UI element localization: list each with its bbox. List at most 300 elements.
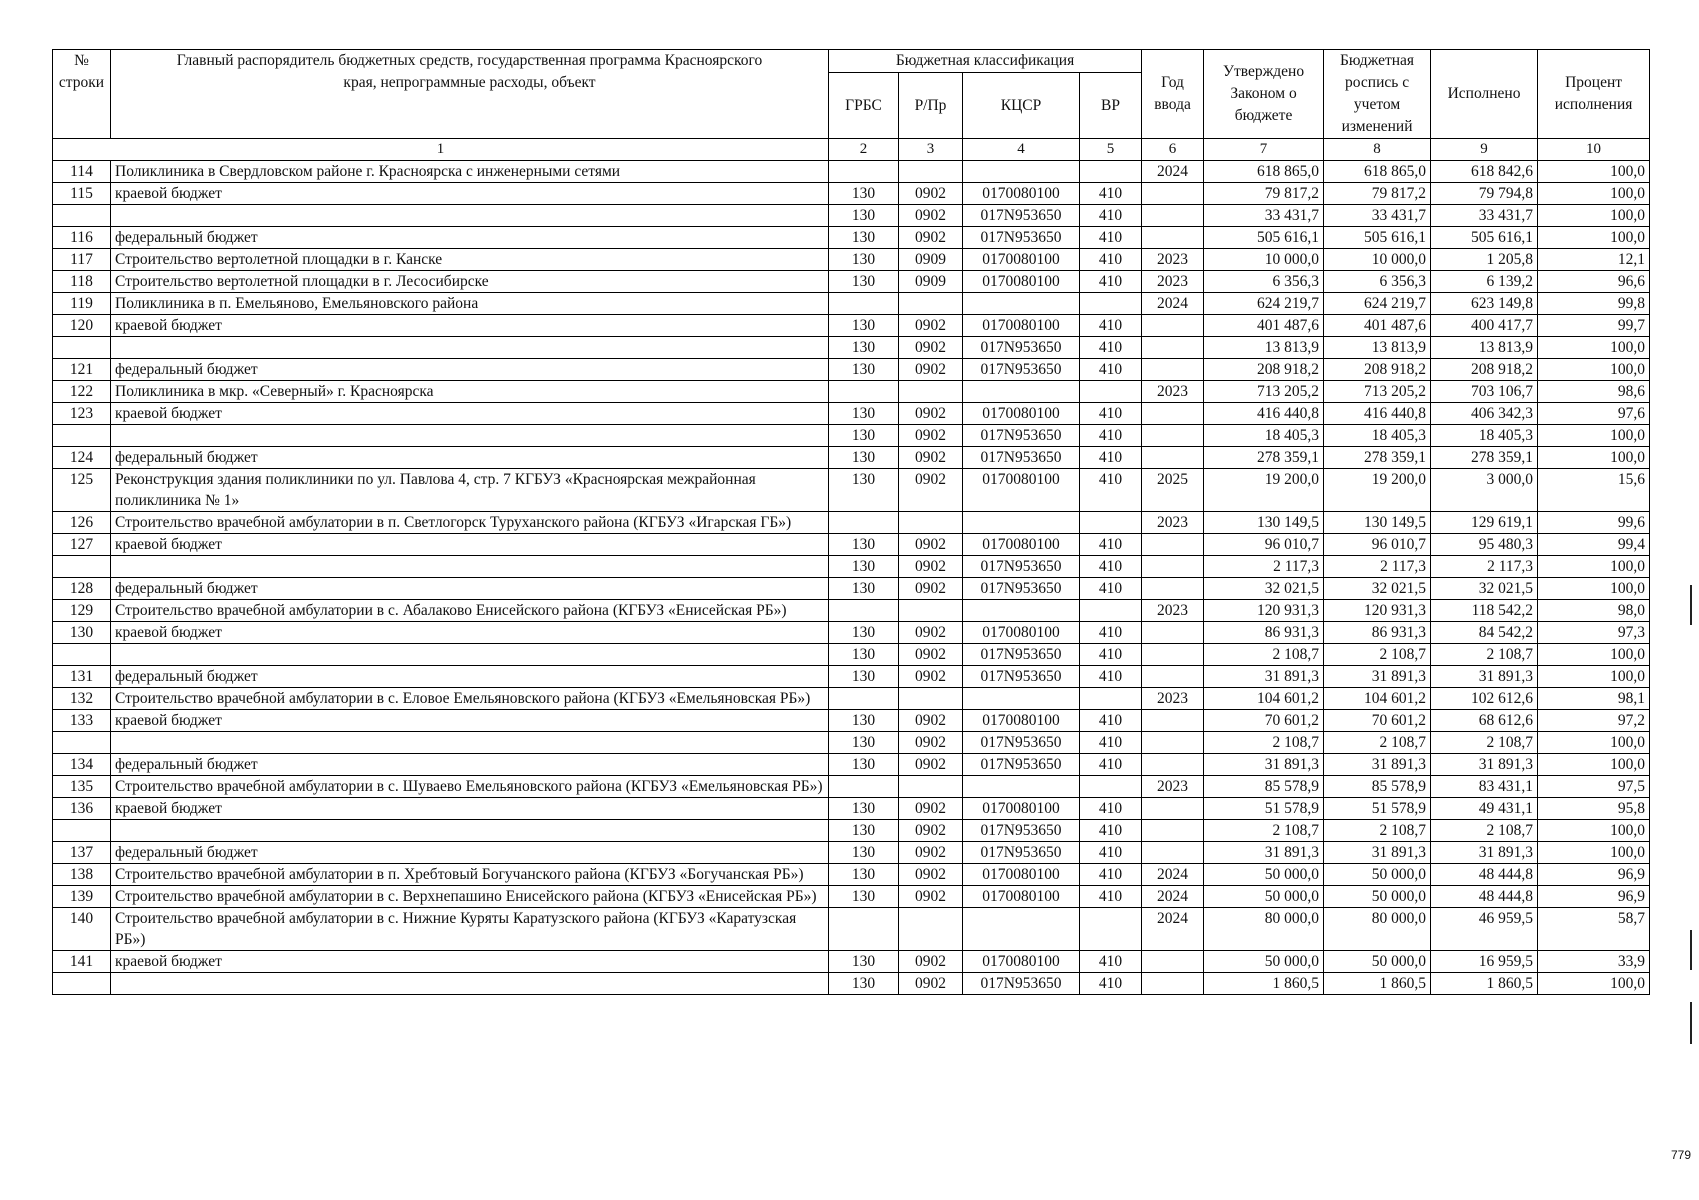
executed-amount: 31 891,3 [1431,666,1538,688]
kcsr-code: 017N953650 [963,337,1080,359]
header-year: Год ввода [1142,50,1204,139]
row-description: краевой бюджет [111,710,829,732]
row-description: Строительство врачебной амбулатории в с. Еловое Емельяновского района (КГБУЗ «Емельяновская РБ») [111,688,829,710]
kcsr-code: 017N953650 [963,578,1080,600]
commission-year [1142,951,1204,973]
execution-percent: 99,4 [1538,534,1650,556]
row-number: 117 [53,249,111,271]
grbs-code: 130 [829,205,899,227]
schedule-amount: 31 891,3 [1324,842,1431,864]
commission-year [1142,183,1204,205]
commission-year [1142,227,1204,249]
table-row [53,754,1650,776]
executed-amount: 16 959,5 [1431,951,1538,973]
executed-amount: 1 860,5 [1431,973,1538,995]
kcsr-code: 017N953650 [963,447,1080,469]
kcsr-code: 017N953650 [963,425,1080,447]
approved-amount: 80 000,0 [1204,908,1324,951]
approved-amount: 31 891,3 [1204,754,1324,776]
header-percent: Процент исполнения [1538,50,1650,139]
schedule-amount: 13 813,9 [1324,337,1431,359]
row-description [111,205,829,227]
table-row [53,183,1650,205]
grbs-code [829,776,899,798]
table-row [53,337,1650,359]
vr-code [1080,381,1142,403]
schedule-amount: 32 021,5 [1324,578,1431,600]
commission-year [1142,205,1204,227]
execution-percent: 95,8 [1538,798,1650,820]
executed-amount: 48 444,8 [1431,886,1538,908]
approved-amount: 2 108,7 [1204,820,1324,842]
table-row [53,842,1650,864]
vr-code: 410 [1080,710,1142,732]
executed-amount: 32 021,5 [1431,578,1538,600]
vr-code [1080,600,1142,622]
vr-code: 410 [1080,425,1142,447]
vr-code: 410 [1080,732,1142,754]
execution-percent: 58,7 [1538,908,1650,951]
table-row [53,776,1650,798]
row-number: 116 [53,227,111,249]
table-row [53,864,1650,886]
schedule-amount: 2 108,7 [1324,820,1431,842]
schedule-amount: 6 356,3 [1324,271,1431,293]
schedule-amount: 50 000,0 [1324,951,1431,973]
grbs-code: 130 [829,951,899,973]
vr-code: 410 [1080,337,1142,359]
row-number: 130 [53,622,111,644]
row-description: краевой бюджет [111,534,829,556]
vr-code: 410 [1080,183,1142,205]
schedule-amount: 86 931,3 [1324,622,1431,644]
grbs-code: 130 [829,622,899,644]
row-number: 129 [53,600,111,622]
kcsr-code: 017N953650 [963,973,1080,995]
commission-year [1142,798,1204,820]
rpr-code [899,293,963,315]
execution-percent: 100,0 [1538,556,1650,578]
vr-code [1080,776,1142,798]
rpr-code: 0902 [899,578,963,600]
executed-amount: 278 359,1 [1431,447,1538,469]
schedule-amount: 50 000,0 [1324,864,1431,886]
approved-amount: 13 813,9 [1204,337,1324,359]
execution-percent: 97,5 [1538,776,1650,798]
vr-code: 410 [1080,315,1142,337]
table-row [53,578,1650,600]
row-number [53,425,111,447]
commission-year: 2023 [1142,600,1204,622]
commission-year: 2025 [1142,469,1204,512]
executed-amount: 618 842,6 [1431,161,1538,183]
row-number: 121 [53,359,111,381]
approved-amount: 713 205,2 [1204,381,1324,403]
approved-amount: 31 891,3 [1204,666,1324,688]
table-row [53,622,1650,644]
schedule-amount: 278 359,1 [1324,447,1431,469]
row-description [111,644,829,666]
kcsr-code: 0170080100 [963,951,1080,973]
execution-percent: 99,6 [1538,512,1650,534]
commission-year [1142,644,1204,666]
table-row [53,973,1650,995]
execution-percent: 12,1 [1538,249,1650,271]
vr-code: 410 [1080,469,1142,512]
scan-edge-mark [1690,1002,1692,1044]
approved-amount: 50 000,0 [1204,886,1324,908]
table-row [53,688,1650,710]
grbs-code [829,161,899,183]
vr-code [1080,512,1142,534]
commission-year: 2024 [1142,864,1204,886]
execution-percent: 98,1 [1538,688,1650,710]
rpr-code [899,908,963,951]
vr-code: 410 [1080,973,1142,995]
vr-code [1080,908,1142,951]
table-row [53,556,1650,578]
approved-amount: 85 578,9 [1204,776,1324,798]
row-description [111,556,829,578]
approved-amount: 618 865,0 [1204,161,1324,183]
executed-amount: 208 918,2 [1431,359,1538,381]
approved-amount: 33 431,7 [1204,205,1324,227]
rpr-code: 0902 [899,403,963,425]
executed-amount: 49 431,1 [1431,798,1538,820]
kcsr-code: 0170080100 [963,534,1080,556]
execution-percent: 97,3 [1538,622,1650,644]
execution-percent: 100,0 [1538,973,1650,995]
table-row [53,951,1650,973]
kcsr-code [963,293,1080,315]
schedule-amount: 2 108,7 [1324,644,1431,666]
schedule-amount: 2 108,7 [1324,732,1431,754]
table-row [53,425,1650,447]
vr-code: 410 [1080,447,1142,469]
rpr-code: 0902 [899,205,963,227]
commission-year: 2024 [1142,161,1204,183]
executed-amount: 2 108,7 [1431,732,1538,754]
commission-year: 2023 [1142,271,1204,293]
execution-percent: 100,0 [1538,205,1650,227]
row-description: Строительство врачебной амбулатории в с. Нижние Куряты Каратузского района (КГБУЗ «Каратузская РБ») [111,908,829,951]
table-row [53,403,1650,425]
executed-amount: 6 139,2 [1431,271,1538,293]
commission-year [1142,447,1204,469]
commission-year [1142,337,1204,359]
kcsr-code: 017N953650 [963,205,1080,227]
schedule-amount: 18 405,3 [1324,425,1431,447]
executed-amount: 84 542,2 [1431,622,1538,644]
rpr-code: 0902 [899,469,963,512]
rpr-code: 0902 [899,710,963,732]
table-row [53,381,1650,403]
approved-amount: 18 405,3 [1204,425,1324,447]
page-number: 779 [1670,1148,1691,1162]
kcsr-code: 017N953650 [963,820,1080,842]
execution-percent: 99,8 [1538,293,1650,315]
executed-amount: 3 000,0 [1431,469,1538,512]
rpr-code: 0902 [899,864,963,886]
schedule-amount: 31 891,3 [1324,666,1431,688]
schedule-amount: 85 578,9 [1324,776,1431,798]
row-description: краевой бюджет [111,403,829,425]
col-number-10: 10 [1538,139,1650,161]
row-description: Поликлиника в п. Емельяново, Емельяновского района [111,293,829,315]
rpr-code: 0902 [899,359,963,381]
vr-code: 410 [1080,556,1142,578]
row-description: федеральный бюджет [111,842,829,864]
row-number: 131 [53,666,111,688]
row-description [111,337,829,359]
header-rpr: Р/Пр [899,73,963,139]
kcsr-code: 0170080100 [963,183,1080,205]
grbs-code [829,293,899,315]
executed-amount: 48 444,8 [1431,864,1538,886]
table-row [53,469,1650,512]
execution-percent: 100,0 [1538,337,1650,359]
grbs-code: 130 [829,798,899,820]
rpr-code: 0909 [899,249,963,271]
table-row [53,666,1650,688]
row-number: 132 [53,688,111,710]
budget-table [52,49,1650,995]
table-row [53,205,1650,227]
vr-code: 410 [1080,359,1142,381]
row-number [53,732,111,754]
rpr-code: 0902 [899,798,963,820]
row-number: 118 [53,271,111,293]
executed-amount: 129 619,1 [1431,512,1538,534]
col-number-2: 2 [829,139,899,161]
table-row [53,798,1650,820]
execution-percent: 98,0 [1538,600,1650,622]
execution-percent: 100,0 [1538,161,1650,183]
execution-percent: 96,9 [1538,864,1650,886]
rpr-code [899,381,963,403]
vr-code: 410 [1080,622,1142,644]
grbs-code: 130 [829,644,899,666]
approved-amount: 10 000,0 [1204,249,1324,271]
schedule-amount: 618 865,0 [1324,161,1431,183]
col-number-9: 9 [1431,139,1538,161]
rpr-code: 0902 [899,227,963,249]
execution-percent: 96,6 [1538,271,1650,293]
grbs-code: 130 [829,666,899,688]
table-row [53,600,1650,622]
grbs-code: 130 [829,973,899,995]
commission-year [1142,666,1204,688]
kcsr-code: 0170080100 [963,864,1080,886]
execution-percent: 100,0 [1538,425,1650,447]
vr-code: 410 [1080,864,1142,886]
row-number: 126 [53,512,111,534]
grbs-code: 130 [829,732,899,754]
kcsr-code: 0170080100 [963,622,1080,644]
row-description: Строительство врачебной амбулатории в с. Абалаково Енисейского района (КГБУЗ «Енисейская РБ») [111,600,829,622]
kcsr-code [963,688,1080,710]
schedule-amount: 2 117,3 [1324,556,1431,578]
vr-code: 410 [1080,820,1142,842]
row-number: 115 [53,183,111,205]
vr-code: 410 [1080,249,1142,271]
rpr-code: 0902 [899,666,963,688]
vr-code [1080,161,1142,183]
col-number-1: 1 [53,139,829,161]
col-number-3: 3 [899,139,963,161]
approved-amount: 50 000,0 [1204,864,1324,886]
row-description: Строительство врачебной амбулатории в п. Хребтовый Богучанского района (КГБУЗ «Богучанская РБ») [111,864,829,886]
commission-year: 2023 [1142,776,1204,798]
schedule-amount: 120 931,3 [1324,600,1431,622]
table-row [53,644,1650,666]
table-body [53,161,1650,995]
rpr-code: 0902 [899,183,963,205]
col-number-4: 4 [963,139,1080,161]
approved-amount: 86 931,3 [1204,622,1324,644]
commission-year [1142,842,1204,864]
schedule-amount: 33 431,7 [1324,205,1431,227]
row-description: Строительство вертолетной площадки в г. Канске [111,249,829,271]
vr-code [1080,293,1142,315]
table-row [53,271,1650,293]
kcsr-code [963,161,1080,183]
schedule-amount: 130 149,5 [1324,512,1431,534]
kcsr-code: 0170080100 [963,249,1080,271]
table-row [53,293,1650,315]
header-grbs: ГРБС [829,73,899,139]
table-row [53,820,1650,842]
row-number: 136 [53,798,111,820]
row-description: Поликлиника в мкр. «Северный» г. Красноярска [111,381,829,403]
row-number [53,337,111,359]
grbs-code: 130 [829,578,899,600]
rpr-code: 0902 [899,337,963,359]
vr-code: 410 [1080,403,1142,425]
row-number: 128 [53,578,111,600]
rpr-code: 0902 [899,447,963,469]
commission-year [1142,820,1204,842]
grbs-code: 130 [829,886,899,908]
row-description: Строительство вертолетной площадки в г. Лесосибирске [111,271,829,293]
executed-amount: 13 813,9 [1431,337,1538,359]
kcsr-code: 017N953650 [963,359,1080,381]
table-row [53,315,1650,337]
commission-year [1142,403,1204,425]
executed-amount: 2 117,3 [1431,556,1538,578]
execution-percent: 98,6 [1538,381,1650,403]
grbs-code: 130 [829,337,899,359]
row-number: 125 [53,469,111,512]
kcsr-code [963,776,1080,798]
kcsr-code: 017N953650 [963,666,1080,688]
commission-year: 2023 [1142,381,1204,403]
header-executed: Исполнено [1431,50,1538,139]
vr-code: 410 [1080,886,1142,908]
execution-percent: 100,0 [1538,578,1650,600]
commission-year: 2023 [1142,249,1204,271]
rpr-code: 0909 [899,271,963,293]
row-number: 141 [53,951,111,973]
rpr-code: 0902 [899,754,963,776]
scan-edge-mark [1690,930,1692,970]
vr-code [1080,688,1142,710]
kcsr-code: 017N953650 [963,644,1080,666]
table-row [53,908,1650,951]
execution-percent: 96,9 [1538,886,1650,908]
vr-code: 410 [1080,951,1142,973]
grbs-code: 130 [829,315,899,337]
header-vr: ВР [1080,73,1142,139]
execution-percent: 100,0 [1538,447,1650,469]
grbs-code: 130 [829,710,899,732]
row-description [111,425,829,447]
executed-amount: 31 891,3 [1431,842,1538,864]
rpr-code: 0902 [899,951,963,973]
commission-year [1142,534,1204,556]
row-number: 119 [53,293,111,315]
vr-code: 410 [1080,227,1142,249]
header-main: Главный распорядитель бюджетных средств, государственная программа Красноярского края, непрограммные расходы, объект [111,50,829,139]
row-number: 114 [53,161,111,183]
schedule-amount: 50 000,0 [1324,886,1431,908]
schedule-amount: 70 601,2 [1324,710,1431,732]
row-number: 122 [53,381,111,403]
grbs-code: 130 [829,271,899,293]
row-number: 138 [53,864,111,886]
rpr-code: 0902 [899,622,963,644]
row-number [53,556,111,578]
rpr-code [899,776,963,798]
row-number: 133 [53,710,111,732]
row-number: 127 [53,534,111,556]
execution-percent: 100,0 [1538,820,1650,842]
row-description: краевой бюджет [111,951,829,973]
execution-percent: 100,0 [1538,732,1650,754]
approved-amount: 2 108,7 [1204,732,1324,754]
scan-edge-mark [1690,585,1692,625]
schedule-amount: 1 860,5 [1324,973,1431,995]
table-row [53,161,1650,183]
executed-amount: 2 108,7 [1431,644,1538,666]
execution-percent: 100,0 [1538,842,1650,864]
approved-amount: 505 616,1 [1204,227,1324,249]
grbs-code: 130 [829,842,899,864]
rpr-code: 0902 [899,315,963,337]
approved-amount: 624 219,7 [1204,293,1324,315]
schedule-amount: 713 205,2 [1324,381,1431,403]
execution-percent: 100,0 [1538,227,1650,249]
rpr-code [899,161,963,183]
kcsr-code: 017N953650 [963,754,1080,776]
row-description: Строительство врачебной амбулатории в с. Верхнепашино Енисейского района (КГБУЗ «Енисейская РБ») [111,886,829,908]
col-number-8: 8 [1324,139,1431,161]
executed-amount: 400 417,7 [1431,315,1538,337]
col-number-6: 6 [1142,139,1204,161]
executed-amount: 505 616,1 [1431,227,1538,249]
grbs-code: 130 [829,447,899,469]
commission-year [1142,710,1204,732]
grbs-code: 130 [829,359,899,381]
execution-percent: 100,0 [1538,666,1650,688]
rpr-code [899,512,963,534]
table-header [53,50,1650,161]
row-description: Поликлиника в Свердловском районе г. Красноярска с инженерными сетями [111,161,829,183]
executed-amount: 33 431,7 [1431,205,1538,227]
schedule-amount: 208 918,2 [1324,359,1431,381]
grbs-code: 130 [829,534,899,556]
vr-code: 410 [1080,534,1142,556]
